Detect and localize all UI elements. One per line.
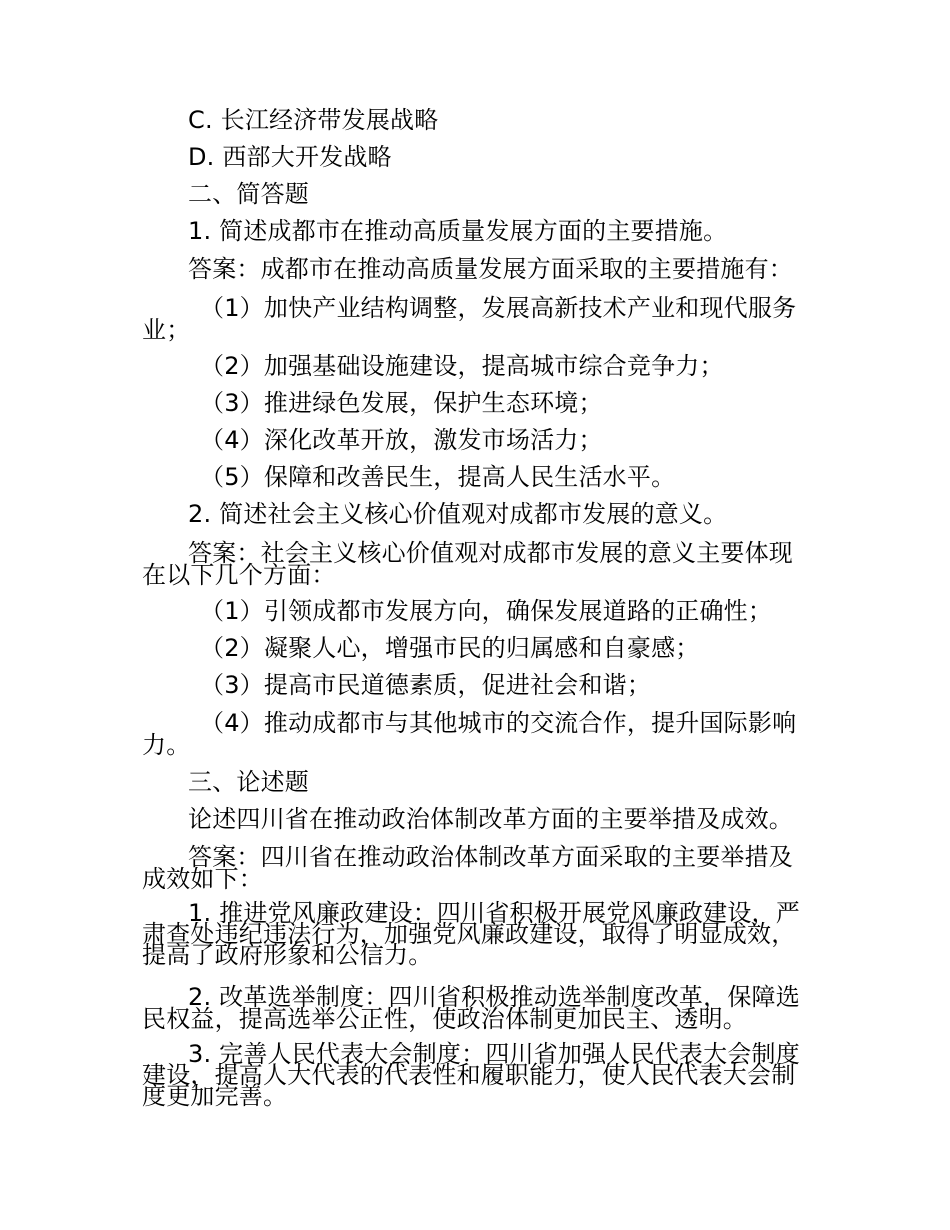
section-heading-essay: 三、论述题 (188, 768, 309, 796)
option-d: D. 西部大开发战略 (188, 143, 392, 171)
answer-1-item-2: （2）加强基础设施建设，提高城市综合竞争力； (200, 352, 724, 380)
essay-point-3: 3. 完善人民代表大会制度：四川省加强人民代表大会制度建设，提高人大代表的代表性和履职能力，使人民代表大会制度更加完善。 (142, 1040, 800, 1110)
answer-1-item-5: （5）保障和改善民生，提高人民生活水平。 (200, 463, 676, 491)
question-1: 1. 简述成都市在推动高质量发展方面的主要措施。 (188, 217, 728, 245)
essay-answer-intro: 答案：四川省在推动政治体制改革方面采取的主要举措及成效如下： (142, 843, 793, 893)
essay-point-1: 1. 推进党风廉政建设：四川省积极开展党风廉政建设，严肃查处违纪违法行为，加强党风廉政建设，取得了明显成效，提高了政府形象和公信力。 (142, 899, 800, 969)
answer-2-item-2: （2）凝聚人心，增强市民的归属感和自豪感； (200, 634, 700, 662)
question-2: 2. 简述社会主义核心价值观对成都市发展的意义。 (188, 500, 728, 528)
essay-question: 论述四川省在推动政治体制改革方面的主要举措及成效。 (188, 805, 793, 833)
option-c: C. 长江经济带发展战略 (188, 106, 439, 134)
answer-1-item-1: （1）加快产业结构调整，发展高新技术产业和现代服务业； (142, 294, 797, 344)
answer-1-intro: 答案：成都市在推动高质量发展方面采取的主要措施有： (188, 255, 793, 283)
answer-2-intro: 答案：社会主义核心价值观对成都市发展的意义主要体现在以下几个方面： (142, 539, 793, 589)
answer-2-item-1: （1）引领成都市发展方向，确保发展道路的正确性； (200, 597, 773, 625)
answer-1-item-3: （3）推进绿色发展，保护生态环境； (200, 389, 603, 417)
answer-2-item-3: （3）提高市民道德素质，促进社会和谐； (200, 671, 652, 699)
essay-point-2: 2. 改革选举制度：四川省积极推动选举制度改革，保障选民权益，提高选举公正性，使政治体制更加民主、透明。 (142, 983, 800, 1033)
answer-1-item-4: （4）深化改革开放，激发市场活力； (200, 426, 603, 454)
answer-2-item-4: （4）推动成都市与其他城市的交流合作，提升国际影响力。 (142, 709, 797, 759)
section-heading-short-answer: 二、简答题 (188, 180, 309, 208)
